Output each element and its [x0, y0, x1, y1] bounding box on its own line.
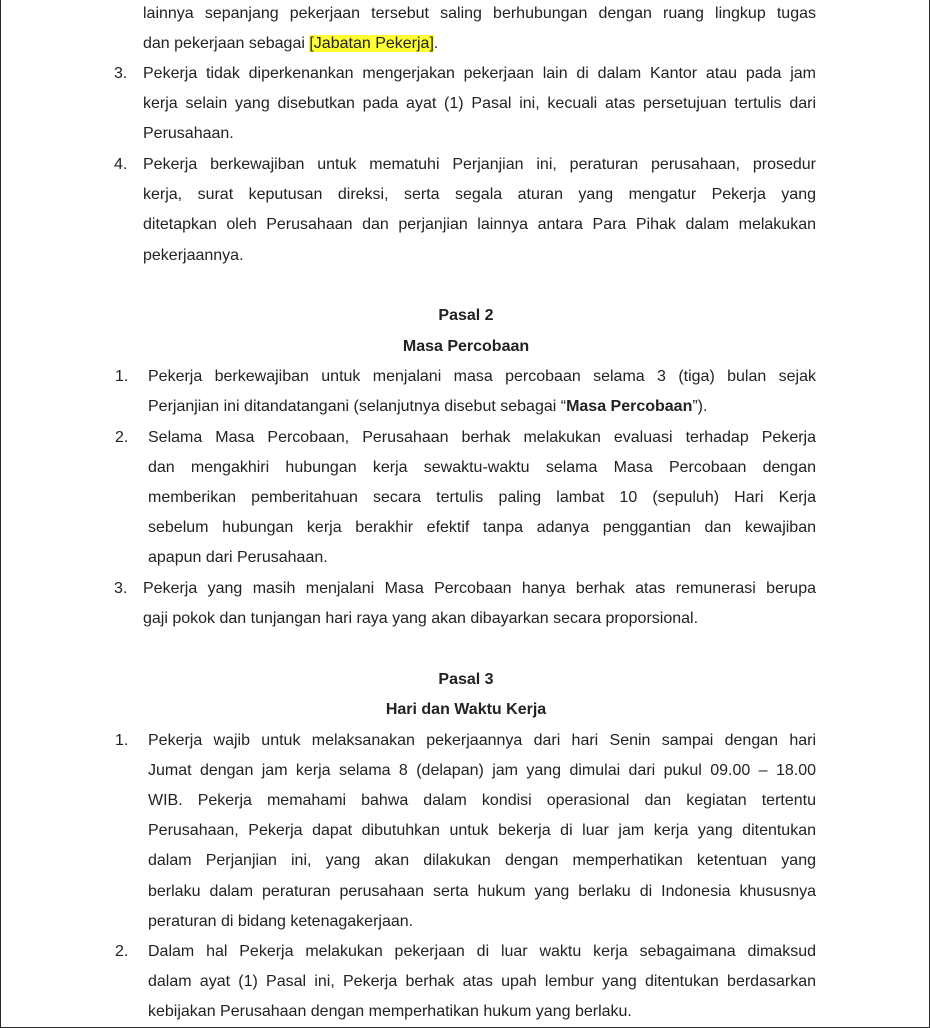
text-line: ditetapkan oleh Perusahaan dan perjanjian lainnya antara Para Pihak dalam melakukan [143, 216, 816, 233]
text-line: gaji pokok dan tunjangan hari raya yang akan dibayarkan secara proporsional. [143, 610, 699, 627]
list-number: 1. [115, 732, 129, 749]
text-line: kerja, surat keputusan direksi, serta segala aturan yang mengatur Pekerja yang [143, 186, 816, 203]
text-line: Pekerja tidak diperkenankan mengerjakan pekerjaan lain di dalam Kantor atau pada jam [143, 65, 816, 82]
text-line: Dalam hal Pekerja melakukan pekerjaan di luar waktu kerja sebagaimana dimaksud [148, 943, 816, 960]
list-number: 2. [115, 943, 129, 960]
text-line: dalam ayat (1) Pasal ini, Pekerja berhak atas upah lembur yang ditentukan berdasarkan [148, 973, 816, 990]
defined-term: Masa Percobaan [566, 398, 693, 415]
text-line: lainnya sepanjang pekerjaan tersebut saling berhubungan dengan ruang lingkup tugas [143, 5, 816, 22]
list-number: 2. [115, 429, 129, 446]
list-number: 3. [114, 65, 128, 82]
text-line: sebelum hubungan kerja berakhir efektif tanpa adanya penggantian dan kewajiban [148, 519, 816, 536]
list-number: 4. [114, 156, 128, 173]
text-line: kebijakan Perusahaan dengan memperhatikan hukum yang berlaku. [148, 1003, 632, 1020]
text-line: peraturan di bidang ketenagakerjaan. [148, 913, 414, 930]
text-line: Selama Masa Percobaan, Perusahaan berhak melakukan evaluasi terhadap Pekerja [148, 429, 816, 446]
text-line: pekerjaannya. [143, 247, 244, 264]
list-number: 1. [115, 368, 129, 385]
text-line: WIB. Pekerja memahami bahwa dalam kondisi operasional dan kegiatan tertentu [148, 792, 816, 809]
text-fragment: dan pekerjaan sebagai [143, 35, 310, 52]
text-line: Jumat dengan jam kerja selama 8 (delapan) jam yang dimulai dari pukul 09.00 – 18.00 [148, 762, 816, 779]
text-line: dalam Perjanjian ini, yang akan dilakukan dengan memperhatikan ketentuan yang [148, 852, 816, 869]
article-title: Pasal 3 [438, 671, 494, 688]
article-title: Pasal 2 [438, 307, 494, 324]
text-line [143, 34, 438, 54]
text-line: memberikan pemberitahuan secara tertulis paling lambat 10 (sepuluh) Hari Kerja [148, 489, 816, 506]
text-line: Pekerja berkewajiban untuk mematuhi Perjanjian ini, peraturan perusahaan, prosedur [143, 156, 816, 173]
text-line: kerja selain yang disebutkan pada ayat (1) Pasal ini, kecuali atas persetujuan tertulis dari [143, 95, 816, 112]
text-fragment: ”). [692, 398, 708, 415]
placeholder-highlight: [Jabatan Pekerja] [309, 35, 434, 52]
text-line: Perusahaan. [143, 125, 234, 142]
list-number: 3. [114, 580, 128, 597]
text-line: Pekerja wajib untuk melaksanakan pekerjaannya dari hari Senin sampai dengan hari [148, 732, 816, 749]
article-subtitle: Masa Percobaan [402, 338, 530, 355]
text-fragment: . [433, 35, 439, 52]
text-line: Pekerja berkewajiban untuk menjalani masa percobaan selama 3 (tiga) bulan sejak [148, 368, 816, 385]
text-fragment: Perjanjian ini ditandatangani (selanjutnya disebut sebagai “ [148, 398, 567, 415]
text-line: Perusahaan, Pekerja dapat dibutuhkan untuk bekerja di luar jam kerja yang ditentukan [148, 822, 816, 839]
text-line [148, 397, 707, 417]
text-line: apapun dari Perusahaan. [148, 549, 328, 566]
text-line: berlaku dalam peraturan perusahaan serta hukum yang berlaku di Indonesia khususnya [148, 883, 816, 900]
text-line: dan mengakhiri hubungan kerja sewaktu-waktu selama Masa Percobaan dengan [148, 459, 816, 476]
article-subtitle: Hari dan Waktu Kerja [385, 701, 547, 718]
text-line: Pekerja yang masih menjalani Masa Percobaan hanya berhak atas remunerasi berupa [143, 580, 816, 597]
